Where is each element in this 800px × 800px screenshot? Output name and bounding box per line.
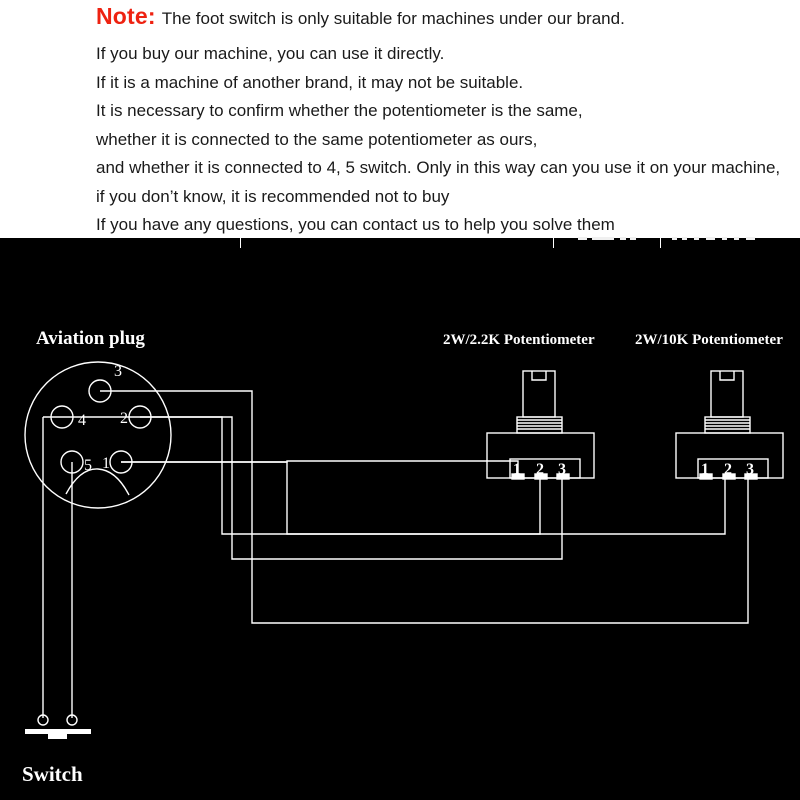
pot1-pin-3-label: 3 xyxy=(558,461,566,478)
strip-glyph-8 xyxy=(706,237,715,240)
note-headline xyxy=(96,3,625,30)
pot2-pin-3-label: 3 xyxy=(746,461,754,478)
strip-glyph-11 xyxy=(746,237,755,240)
pot2-pin-numbers xyxy=(701,461,754,478)
pot1-pin-numbers xyxy=(513,461,566,478)
note-headline-text: The foot switch is only suitable for machines under our brand. xyxy=(161,9,625,28)
strip-glyph-2 xyxy=(592,237,614,240)
potentiometer-2-label: 2W/10K Potentiometer xyxy=(635,332,783,348)
plug-pin-2-label: 2 xyxy=(120,410,128,427)
note-line-5: and whether it is connected to 4, 5 switch. Only in this way can you use it on your machine, xyxy=(96,158,781,177)
wiring-diagram-canvas xyxy=(0,248,800,800)
strip-divider-3 xyxy=(660,237,661,248)
strip-glyph-1 xyxy=(578,237,587,240)
switch-label: Switch xyxy=(22,762,83,786)
pot2-pin-2-label: 2 xyxy=(724,461,732,478)
wire-pin1-to-pot1-pin1 xyxy=(121,461,518,479)
strip-glyph-9 xyxy=(722,237,727,240)
pot2-pin-1-label: 1 xyxy=(701,461,709,478)
strip-glyph-5 xyxy=(672,237,677,240)
switch-graphic xyxy=(25,715,91,739)
clipped-toolbar-strip xyxy=(0,237,800,248)
pot1-shaft xyxy=(523,371,555,417)
pot1-shaft-slot xyxy=(532,371,546,380)
wire-pot1-pin3-return xyxy=(140,417,562,559)
pot2-shaft-slot xyxy=(720,371,734,380)
plug-pin-numbers xyxy=(78,363,128,474)
wire-pin3-to-pot2-pin3 xyxy=(100,391,748,623)
aviation-plug-graphic xyxy=(25,362,171,508)
strip-divider-1 xyxy=(240,237,241,248)
strip-glyph-10 xyxy=(734,237,739,240)
plug-pin-3-label: 3 xyxy=(114,363,122,380)
wire-harness xyxy=(43,391,748,718)
strip-top-rule xyxy=(0,237,800,238)
potentiometer-1-label: 2W/2.2K Potentiometer xyxy=(443,332,595,348)
pot1-thread-lines xyxy=(517,420,562,429)
strip-glyph-4 xyxy=(630,237,636,240)
note-keyword: Note: xyxy=(96,3,156,29)
note-line-3: It is necessary to confirm whether the potentiometer is the same, xyxy=(96,101,583,120)
strip-glyph-7 xyxy=(694,237,699,240)
pot1-pin-1-label: 1 xyxy=(513,461,521,478)
plug-body-circle xyxy=(25,362,171,508)
notice-block xyxy=(0,0,800,237)
note-line-1: If you buy our machine, you can use it directly. xyxy=(96,44,445,63)
aviation-plug-label: Aviation plug xyxy=(36,328,145,349)
pot1-pin-2-label: 2 xyxy=(536,461,544,478)
wire-pin2-to-pot1-pin2 xyxy=(121,462,540,534)
strip-glyph-3 xyxy=(620,237,626,240)
pot2-shaft xyxy=(711,371,743,417)
plug-pin-1-label: 1 xyxy=(102,455,110,472)
wire-pin4-to-pot2-pin2 xyxy=(62,417,725,534)
strip-glyph-6 xyxy=(682,237,687,240)
note-line-6: if you don’t know, it is recommended not to buy xyxy=(96,187,450,206)
plug-pin-4-label: 4 xyxy=(78,412,86,429)
note-line-4: whether it is connected to the same potentiometer as ours, xyxy=(96,130,538,149)
switch-nub xyxy=(48,734,67,739)
strip-divider-2 xyxy=(553,237,554,248)
note-line-7: If you have any questions, you can contact us to help you solve them xyxy=(96,215,615,234)
plug-pin-5-label: 5 xyxy=(84,457,92,474)
pot2-thread-lines xyxy=(705,420,750,429)
switch-bar xyxy=(25,729,91,734)
note-line-2: If it is a machine of another brand, it may not be suitable. xyxy=(96,73,524,92)
